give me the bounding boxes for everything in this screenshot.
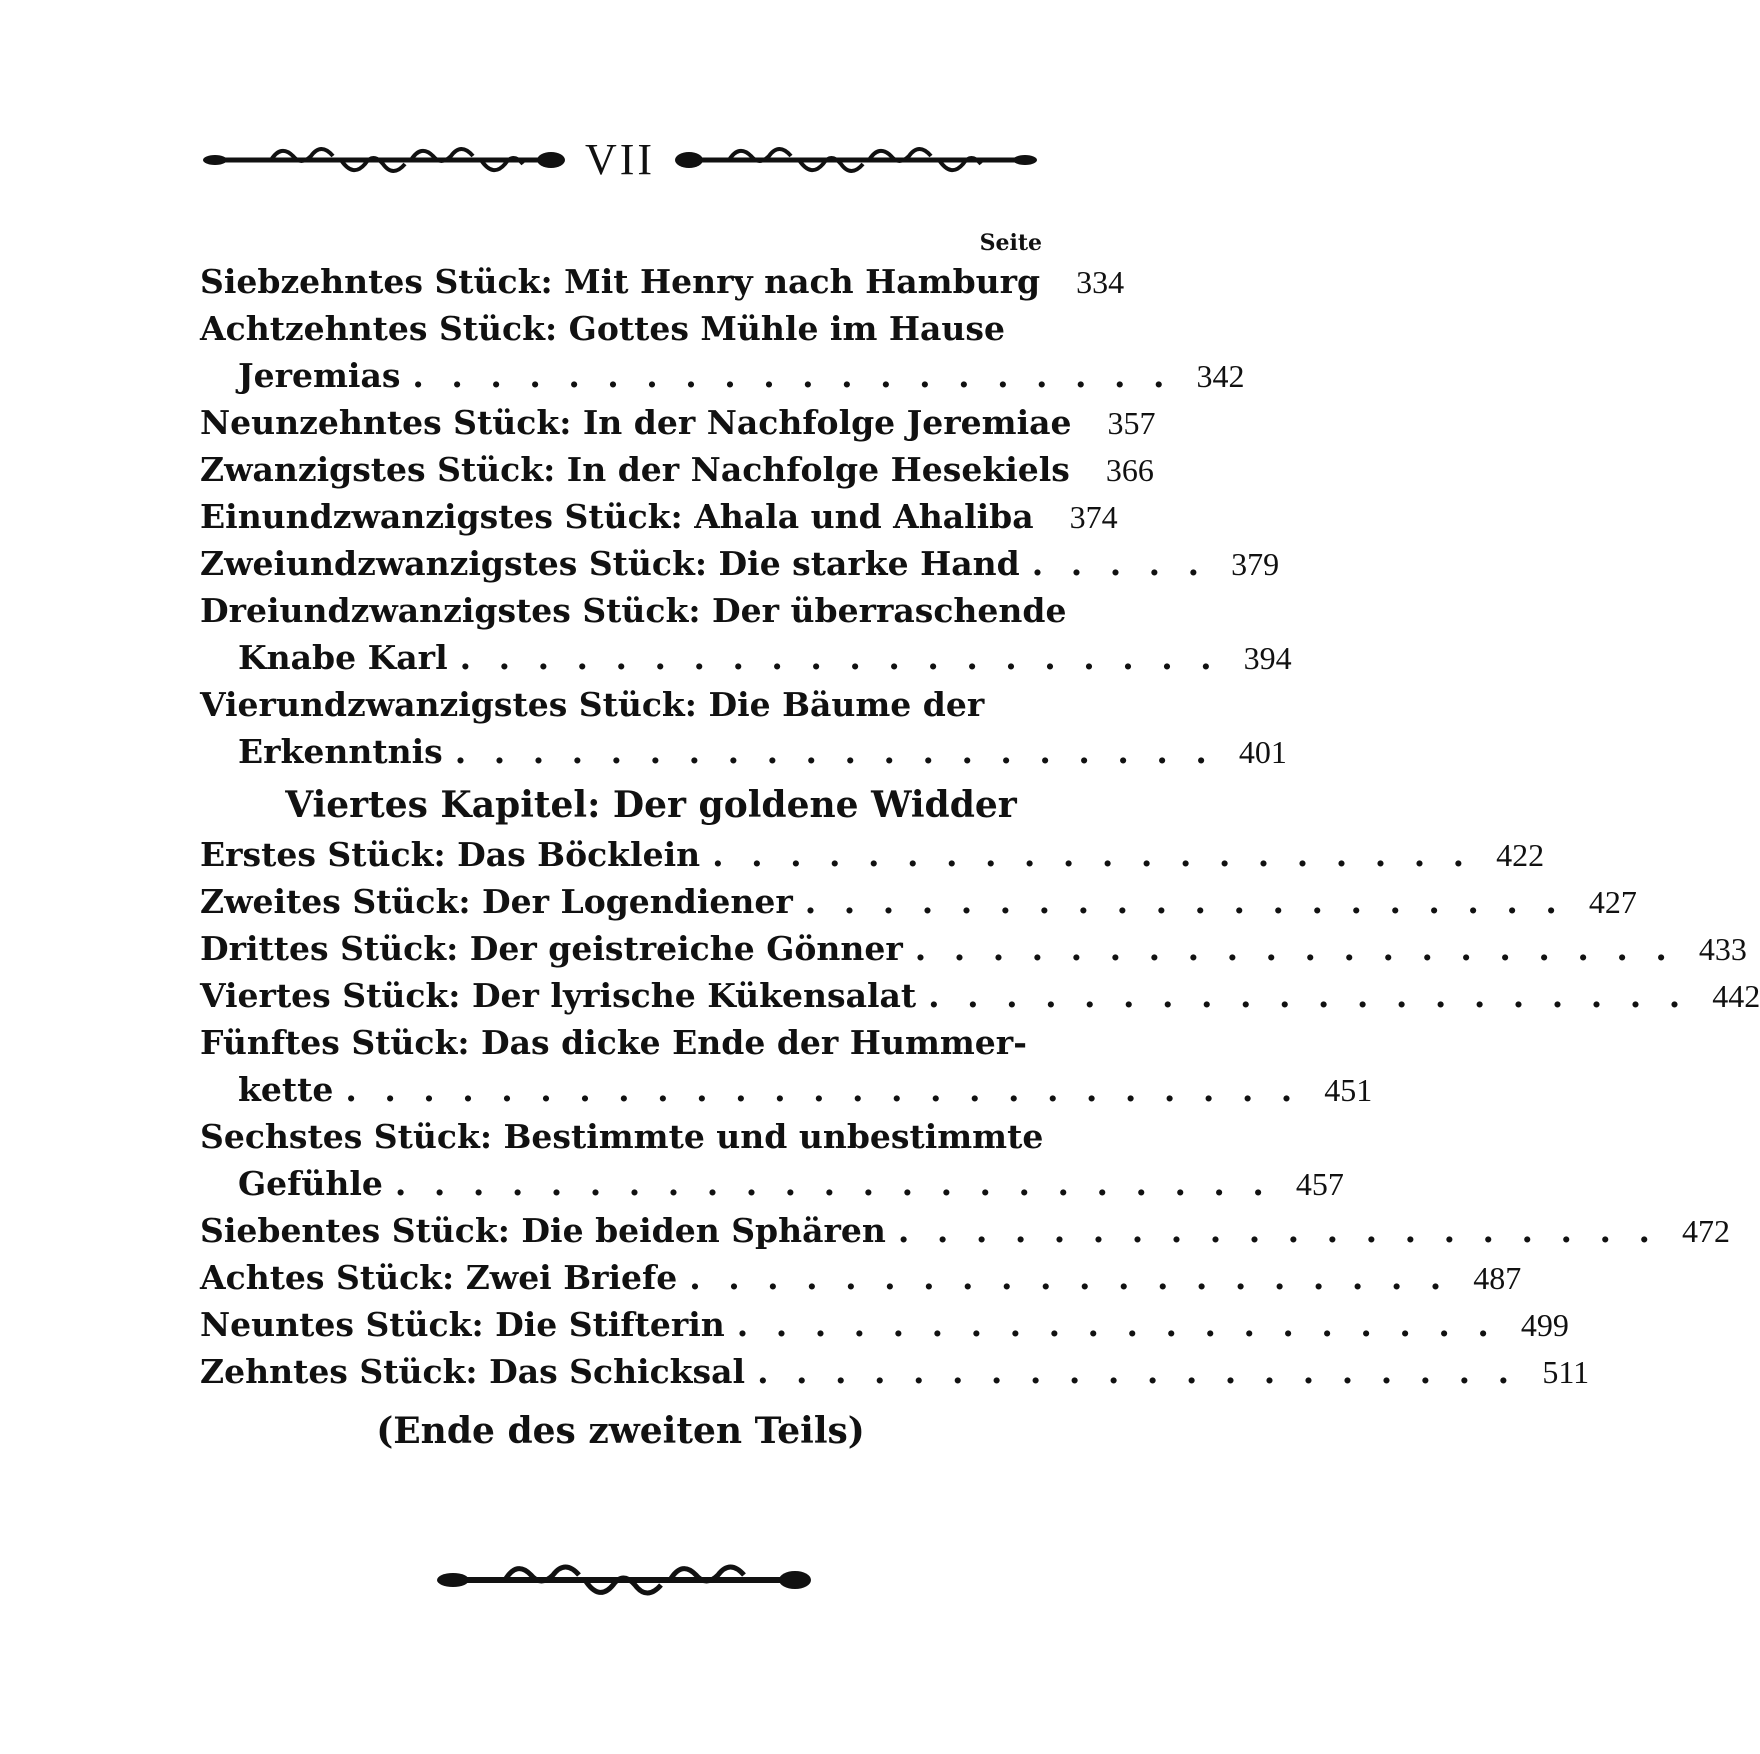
page-ref: 499 xyxy=(1520,1307,1569,1343)
page-ref: 379 xyxy=(1231,546,1280,582)
entry-title: Erstes Stück: Das Böcklein xyxy=(200,835,701,874)
table-of-contents xyxy=(200,228,1760,1395)
entry-title: Zwanzigstes Stück: In der Nachfolge Hesekiels xyxy=(200,450,1070,489)
page-ref: 457 xyxy=(1295,1166,1344,1202)
leader-dots: . . . . . . . . . . . . . . . . . . . . xyxy=(928,976,1689,1015)
entry-title: Zehntes Stück: Das Schicksal xyxy=(200,1352,746,1391)
footer-ornament-icon xyxy=(435,1555,815,1605)
leader-dots: . . . . . . . . . . . . . . . . . . . . . . . . . xyxy=(345,1070,1301,1109)
page-number: VII xyxy=(584,135,656,184)
leader-dots: . . . . . . . . . . . . . . . . . . . . . . . xyxy=(394,1164,1272,1203)
entry-title: Viertes Stück: Der lyrische Kükensalat xyxy=(200,976,917,1015)
entry-title: Einundzwanzigstes Stück: Ahala und Ahaliba xyxy=(200,497,1034,536)
toc-entry xyxy=(200,878,1637,925)
entry-title: Sechstes Stück: Bestimmte und unbestimmte xyxy=(200,1117,1044,1156)
entry-title-cont: Jeremias xyxy=(238,356,401,395)
page-ref: 422 xyxy=(1496,837,1545,873)
leader-dots: . . . . . xyxy=(1031,544,1208,583)
entry-title: Achtes Stück: Zwei Briefe xyxy=(200,1258,678,1297)
page-ref: 511 xyxy=(1542,1354,1590,1390)
leader-dots: . . . . . . . . . . . . . . . . . . . . xyxy=(804,882,1565,921)
entry-title: Achtzehntes Stück: Gottes Mühle im Hause xyxy=(200,309,1006,348)
page-ref: 427 xyxy=(1588,884,1637,920)
toc-entry xyxy=(200,446,1154,493)
entry-title-cont: kette xyxy=(238,1070,334,1109)
entry-title: Vierundzwanzigstes Stück: Die Bäume der xyxy=(200,685,985,724)
toc-entry xyxy=(200,1207,1730,1254)
toc-entry xyxy=(200,1019,1373,1113)
entry-title: Dreiundzwanzigstes Stück: Der überraschende xyxy=(200,591,1067,630)
page-header xyxy=(195,130,1045,190)
leader-dots: . . . . . . . . . . . . . . . . . . . . xyxy=(412,356,1173,395)
toc-entry xyxy=(200,399,1156,446)
entry-title-cont: Gefühle xyxy=(238,1164,383,1203)
toc-entry xyxy=(200,305,1245,399)
leader-dots: . . . . . . . . . . . . . . . . . . . . xyxy=(914,929,1675,968)
closing-note: (Ende des zweiten Teils) xyxy=(376,1410,865,1452)
toc-entry xyxy=(200,1348,1590,1395)
entry-title: Fünftes Stück: Das dicke Ende der Hummer- xyxy=(200,1023,1027,1062)
chapter-heading: Viertes Kapitel: Der goldene Widder xyxy=(285,784,1017,826)
toc-entry xyxy=(200,587,1292,681)
entry-title: Zweites Stück: Der Logendiener xyxy=(200,882,793,921)
left-ornament-icon xyxy=(201,140,571,180)
leader-dots: . . . . . . . . . . . . . . . . . . . . xyxy=(897,1211,1658,1250)
page-ref: 442 xyxy=(1712,978,1760,1014)
page-ref: 342 xyxy=(1196,358,1245,394)
column-header: Seite xyxy=(979,230,1042,256)
toc-entry xyxy=(200,540,1280,587)
page-ref: 357 xyxy=(1107,405,1156,441)
leader-dots: . . . . . . . . . . . . . . . . . . . . xyxy=(712,835,1473,874)
entry-title-cont: Knabe Karl xyxy=(238,638,448,677)
page-ref: 334 xyxy=(1076,264,1125,300)
leader-dots: . . . . . . . . . . . . . . . . . . . . xyxy=(757,1352,1518,1391)
toc-entry xyxy=(200,1113,1344,1207)
toc-entry xyxy=(200,681,1287,775)
toc-entry xyxy=(200,972,1760,1019)
entry-title: Zweiundzwanzigstes Stück: Die starke Hand xyxy=(200,544,1020,583)
toc-entry xyxy=(200,1254,1522,1301)
entry-title-cont: Erkenntnis xyxy=(238,732,443,771)
page-ref: 366 xyxy=(1105,452,1154,488)
page-ref: 394 xyxy=(1243,640,1292,676)
toc-entry xyxy=(200,1301,1569,1348)
page-ref: 472 xyxy=(1681,1213,1730,1249)
page-ref: 374 xyxy=(1069,499,1118,535)
entry-title: Neunzehntes Stück: In der Nachfolge Jeremiae xyxy=(200,403,1072,442)
right-ornament-icon xyxy=(669,140,1039,180)
leader-dots: . . . . . . . . . . . . . . . . . . . . xyxy=(689,1258,1450,1297)
toc-entry xyxy=(200,258,1125,305)
entry-title: Siebentes Stück: Die beiden Sphären xyxy=(200,1211,886,1250)
page-ref: 433 xyxy=(1698,931,1747,967)
toc-entry xyxy=(200,493,1118,540)
leader-dots: . . . . . . . . . . . . . . . . . . . . xyxy=(736,1305,1497,1344)
toc-entry xyxy=(200,925,1747,972)
entry-title: Neuntes Stück: Die Stifterin xyxy=(200,1305,725,1344)
page-ref: 451 xyxy=(1324,1072,1373,1108)
entry-title: Siebzehntes Stück: Mit Henry nach Hamburg xyxy=(200,262,1041,301)
leader-dots: . . . . . . . . . . . . . . . . . . . . xyxy=(459,638,1220,677)
toc-entry xyxy=(200,831,1545,878)
page-ref: 487 xyxy=(1473,1260,1522,1296)
leader-dots: . . . . . . . . . . . . . . . . . . . . xyxy=(454,732,1215,771)
page-ref: 401 xyxy=(1238,734,1287,770)
entry-title: Drittes Stück: Der geistreiche Gönner xyxy=(200,929,903,968)
